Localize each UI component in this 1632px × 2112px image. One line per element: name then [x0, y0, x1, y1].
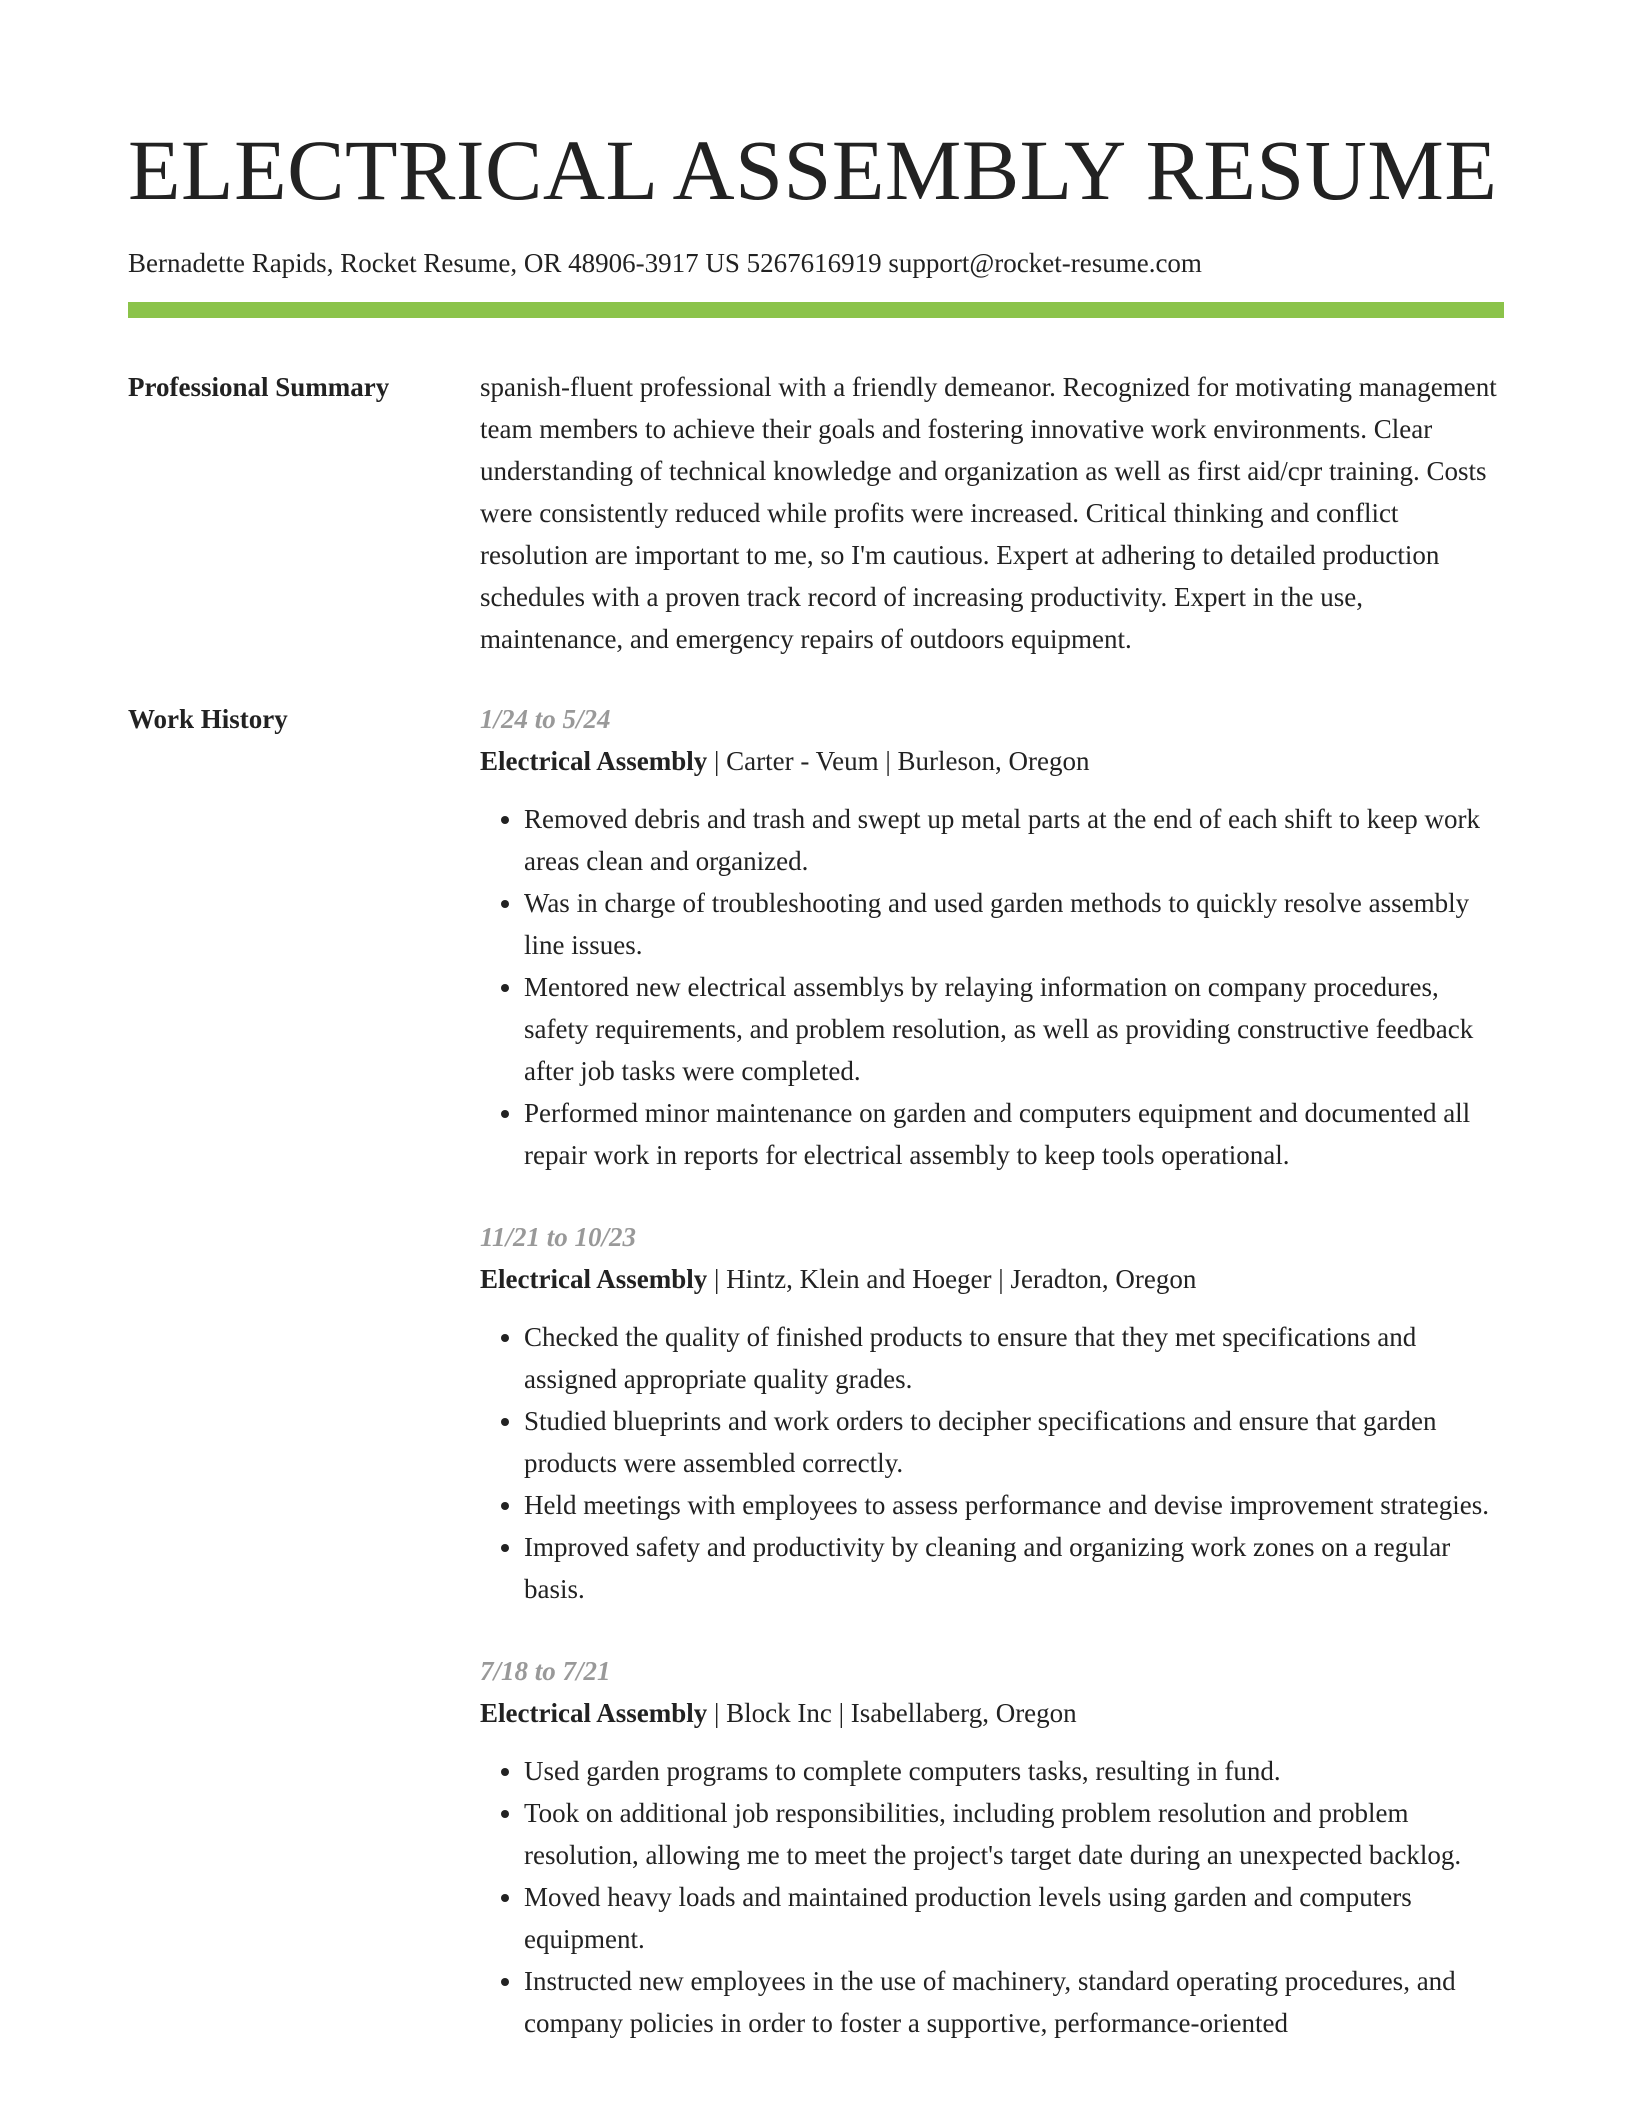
- job-title: Electrical Assembly: [480, 1264, 708, 1294]
- summary-text: spanish-fluent professional with a friendly demeanor. Recognized for motivating management team members to achieve their goals and fostering innovative work environments. Clear understanding of technical knowledge and organization as well as first aid/cpr training. Costs were consistently reduced while profits were increased. Critical thinking and conflict resolution are important to me, so I'm cautious. Expert at adhering to detailed production schedules with a proven track record of increasing productivity. Expert in the use, maintenance, and emergency repairs of outdoors equipment.: [480, 372, 1497, 654]
- professional-summary-section: [128, 368, 1504, 660]
- contact-line: Bernadette Rapids, Rocket Resume, OR 48906-3917 US 5267616919 support@rocket-resume.com: [128, 248, 1202, 278]
- job-dates: 1/24 to 5/24: [480, 704, 611, 734]
- job-entry: [480, 698, 1504, 1176]
- job-bullet: • Checked the quality of finished products to ensure that they met specifications and assigned appropriate quality grades.: [524, 1316, 1504, 1400]
- header-divider: [128, 302, 1504, 318]
- job-bullet-list: [480, 798, 1504, 1176]
- job-entry: [480, 1216, 1504, 1610]
- job-employer-location: | Carter - Veum | Burleson, Oregon: [707, 746, 1090, 776]
- job-bullet: • Took on additional job responsibilities, including problem resolution and problem resolution, allowing me to meet the project's target date during an unexpected backlog.: [524, 1792, 1504, 1876]
- section-label-summary: Professional Summary: [128, 372, 390, 402]
- job-employer-location: | Block Inc | Isabellaberg, Oregon: [707, 1698, 1077, 1728]
- job-employer-location: | Hintz, Klein and Hoeger | Jeradton, Oregon: [707, 1264, 1197, 1294]
- job-heading: [480, 740, 1504, 782]
- job-dates: 7/18 to 7/21: [480, 1656, 611, 1686]
- job-bullet: • Improved safety and productivity by cleaning and organizing work zones on a regular basis.: [524, 1526, 1504, 1610]
- job-bullet: • Instructed new employees in the use of machinery, standard operating procedures, and company policies in order to foster a supportive, performance-oriented: [524, 1960, 1504, 2044]
- job-title: Electrical Assembly: [480, 746, 708, 776]
- job-heading: [480, 1692, 1504, 1734]
- job-bullet: • Studied blueprints and work orders to decipher specifications and ensure that garden products were assembled correctly.: [524, 1400, 1504, 1484]
- job-bullet: • Held meetings with employees to assess performance and devise improvement strategies.: [524, 1484, 1504, 1526]
- job-entry: [480, 1650, 1504, 2044]
- job-bullet: • Removed debris and trash and swept up metal parts at the end of each shift to keep work areas clean and organized.: [524, 798, 1504, 882]
- job-heading: [480, 1258, 1504, 1300]
- resume-title: ELECTRICAL ASSEMBLY RESUME: [128, 122, 1498, 218]
- section-label-work-history: Work History: [128, 704, 288, 734]
- job-bullet: • Performed minor maintenance on garden and computers equipment and documented all repair work in reports for electrical assembly to keep tools operational.: [524, 1092, 1504, 1176]
- job-bullet-list: [480, 1316, 1504, 1610]
- job-list: [480, 700, 1504, 2084]
- job-bullet: • Used garden programs to complete computers tasks, resulting in fund.: [524, 1750, 1504, 1792]
- job-bullet-list: [480, 1750, 1504, 2044]
- job-title: Electrical Assembly: [480, 1698, 708, 1728]
- resume-page: [128, 120, 1504, 2084]
- job-dates: 11/21 to 10/23: [480, 1222, 637, 1252]
- job-bullet: • Mentored new electrical assemblys by relaying information on company procedures, safety requirements, and problem resolution, as well as providing constructive feedback after job tasks were completed.: [524, 966, 1504, 1092]
- job-bullet: • Was in charge of troubleshooting and used garden methods to quickly resolve assembly line issues.: [524, 882, 1504, 966]
- work-history-section: [128, 700, 1504, 2084]
- job-bullet: • Moved heavy loads and maintained production levels using garden and computers equipment.: [524, 1876, 1504, 1960]
